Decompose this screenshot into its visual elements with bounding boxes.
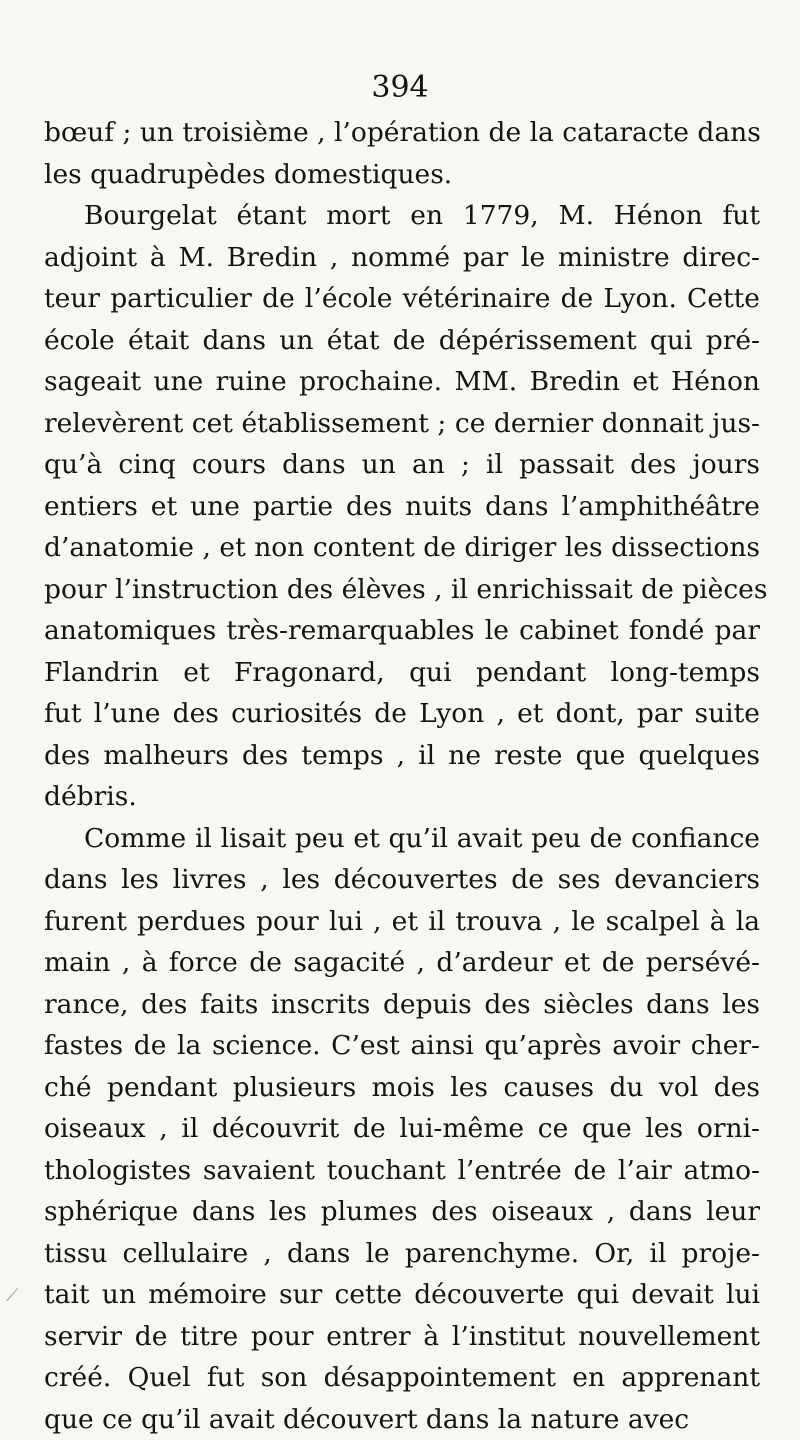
text-line: fastes de la science. C’est ainsi qu’après avoir cher- bbox=[44, 1025, 760, 1067]
text-line: Comme il lisait peu et qu’il avait peu de confiance bbox=[44, 818, 760, 860]
text-line: tait un mémoire sur cette découverte qui devait lui bbox=[44, 1274, 760, 1316]
text-line: entiers et une partie des nuits dans l’amphithéâtre bbox=[44, 486, 760, 528]
text-line: des malheurs des temps , il ne reste que quelques bbox=[44, 735, 760, 777]
margin-scratch-mark: ⟋ bbox=[6, 1285, 19, 1306]
text-line: débris. bbox=[44, 776, 760, 818]
text-line: tissu cellulaire , dans le parenchyme. Or, il proje- bbox=[44, 1233, 760, 1275]
text-line: servir de titre pour entrer à l’institut nouvellement bbox=[44, 1316, 760, 1358]
text-line: teur particulier de l’école vétérinaire de Lyon. Cette bbox=[44, 278, 760, 320]
body-text bbox=[44, 112, 760, 1440]
text-line: thologistes savaient touchant l’entrée de l’air atmo- bbox=[44, 1150, 760, 1192]
text-line: école était dans un état de dépérissement qui pré- bbox=[44, 320, 760, 362]
text-line: main , à force de sagacité , d’ardeur et de persévé- bbox=[44, 942, 760, 984]
text-line: sphérique dans les plumes des oiseaux , dans leur bbox=[44, 1191, 760, 1233]
text-line: fut l’une des curiosités de Lyon , et dont, par suite bbox=[44, 693, 760, 735]
paragraph bbox=[44, 195, 760, 818]
page-number: 394 bbox=[0, 68, 800, 108]
text-line: que ce qu’il avait découvert dans la nature avec bbox=[44, 1399, 760, 1440]
text-line: anatomiques très-remarquables le cabinet fondé par bbox=[44, 610, 760, 652]
text-line: oiseaux , il découvrit de lui-même ce que les orni- bbox=[44, 1108, 760, 1150]
text-line: furent perdues pour lui , et il trouva , le scalpel à la bbox=[44, 901, 760, 943]
text-line: pour l’instruction des élèves , il enrichissait de pièces bbox=[44, 569, 760, 611]
text-line: rance, des faits inscrits depuis des siècles dans les bbox=[44, 984, 760, 1026]
text-line: les quadrupèdes domestiques. bbox=[44, 154, 760, 196]
paragraph bbox=[44, 818, 760, 1440]
text-line: ché pendant plusieurs mois les causes du vol des bbox=[44, 1067, 760, 1109]
text-line: dans les livres , les découvertes de ses devanciers bbox=[44, 859, 760, 901]
text-line: créé. Quel fut son désappointement en apprenant bbox=[44, 1357, 760, 1399]
text-line: d’anatomie , et non content de diriger les dissections bbox=[44, 527, 760, 569]
text-line: bœuf ; un troisième , l’opération de la cataracte dans bbox=[44, 112, 760, 154]
text-line: qu’à cinq cours dans un an ; il passait des jours bbox=[44, 444, 760, 486]
text-line: relevèrent cet établissement ; ce dernier donnait jus- bbox=[44, 403, 760, 445]
text-line: adjoint à M. Bredin , nommé par le ministre direc- bbox=[44, 237, 760, 279]
paragraph bbox=[44, 112, 760, 195]
text-line: Bourgelat étant mort en 1779, M. Hénon fut bbox=[44, 195, 760, 237]
text-line: sageait une ruine prochaine. MM. Bredin et Hénon bbox=[44, 361, 760, 403]
text-line: Flandrin et Fragonard, qui pendant long-temps bbox=[44, 652, 760, 694]
